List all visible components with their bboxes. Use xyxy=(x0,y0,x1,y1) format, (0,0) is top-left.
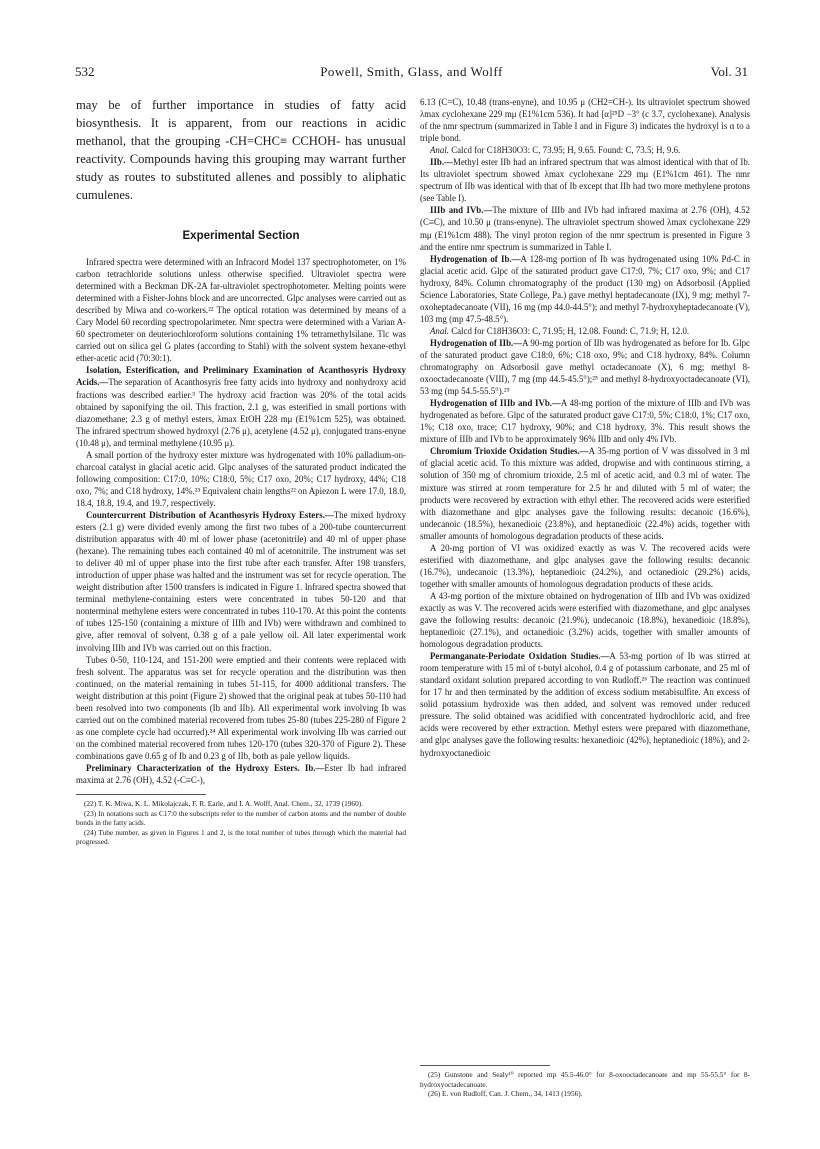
paragraph-text: A 53-mg portion of Ib was stirred at room temperature with 15 ml of t-butyl alcohol, 0.4 g of potassium carbonate, and 25 ml of standard oxidant solution prepared according to von Rudloff.²⁶ The reaction was continued for 17 hr and then terminated by the addition of excess sodium metabisulfite. An excess of solid potassium hydroxide was then added, and solvent was removed under reduced pressure. The solid obtained was acidified with concentrated hydrochloric acid, and free acids were recovered by ether extraction. Methyl esters were prepared with diazomethane, and glpc analyses gave the following results: hexanedioic (42%), heptanedioic (18%), and 2-hydroxyoctanedioic xyxy=(420,651,750,758)
intro-paragraph: may be of further importance in studies of fatty acid biosynthesis. It is apparent, from our reactions in acidic methanol, that the grouping -CH=CHC≡ CCHOH- has unusual reactivity. Compounds having this grouping may warrant further study as routes to substituted allenes and possibly to aliphatic cumulenes. xyxy=(76,98,406,202)
paragraph-heading: IIIb and IVb.— xyxy=(430,205,493,216)
footnote: (26) E. von Rudloff, Can. J. Chem., 34, 1413 (1956). xyxy=(428,1089,583,1099)
page-header xyxy=(75,64,748,84)
paragraph-text: A 90-mg portion of IIb was hydrogenated as before for Ib. Glpc of the saturated product gave C18:0, 6%; C18 oxo, 9%; and C18 hydroxy, 84%. Column chromatography on Adsorbosil gave methyl octadecanoate (X), 6 mg; methyl 8-oxooctadecanoate (VIII), 7 mg (mp 44.5-45.5°);²⁵ and methyl 8-hydroxyoctadecanoate (VI), 53 mg (mp 54.5-55.5°).²⁵ xyxy=(420,337,750,397)
paragraph-heading: Hydrogenation of Ib.— xyxy=(430,253,521,264)
paragraph-heading: Hydrogenation of IIIb and IVb.— xyxy=(430,398,561,409)
paragraph: 6.13 (C=C), 10.48 (trans-enyne), and 10.95 μ (CH2=CH-). Its ultraviolet spectrum showed λmax cyclohexane 229 mμ (E1%1cm 536). It had [α]²⁵D −3° (c 3.7, cyclohexane). Analysis of the nmr spectrum (summarized in Table I and in Figure 3) indicates the hydroxyl is α to a triple bond. xyxy=(420,97,750,144)
paragraph xyxy=(420,144,750,156)
paragraph-text: The mixture of IIIb and IVb had infrared maxima at 2.76 (OH), 4.52 (C≡C), and 10.50 μ (trans-enyne). The ultraviolet spectrum showed λmax cyclohexane 229 mμ (E1%1cm 488). The vinyl proton region of the nmr spectrum is presented in Figure 3 and the entire nmr spectrum is summarized in Table I. xyxy=(420,205,750,252)
paragraph: Infrared spectra were determined with an Infracord Model 137 spectrophotometer, on 1% carbon tetrachloride solutions unless otherwise specified. Ultraviolet spectra were determined with a Beckman DK-2A far-ultraviolet spectrophotometer. Melting points were determined with a Fisher-Johns block and are uncorrected. Glpc analyses were carried out as described by Miwa and co-workers.²² The optical rotation was determined by means of a Cary Model 60 recording spectropolarimeter. Nmr spectra were determined with a Varian A-60 spectrometer on deuteriochloroform solutions containing 1% tetramethylsilane. Tlc was carried out on silica gel G plates (according to Stahl) with the solvent system hexane-ethyl ether-acetic acid (70:30:1). xyxy=(76,257,406,364)
paragraph: A 43-mg portion of the mixture obtained on hydrogenation of IIIb and IVb was oxidized exactly as was V. The recovered acids were esterified with diazomethane, and glpc analyses gave the following results: decanoic (21.9%), undecanoic (18.8%), hexanedioic (18.8%), heptanedioic (27.1%), and octanedioic (3.2%) acids, together with smaller amounts of homologous degradation products. xyxy=(420,590,750,650)
paragraph-heading: Preliminary Characterization of the Hydroxy Esters. Ib.— xyxy=(86,762,325,773)
paragraph-text: Methyl ester IIb had an infrared spectrum that was almost identical with that of Ib. Its ultraviolet spectrum showed λmax cyclohexane 229 mμ (E1%1cm 461). The nmr spectrum of IIb was identical with that of Ib except that IIb had two more methylene protons (see Table I). xyxy=(420,157,750,204)
paragraph-text: The separation of Acanthosyris free fatty acids into hydroxy and nonhydroxy acid fractions was described earlier.³ The hydroxy acid fraction was 20% of the total acids obtained by saponifying the oil. This fraction, 2.1 g, was esterified in small portions with diazomethane; 2.3 g of methyl esters, λmax EtOH 228 mμ (E1%1cm 525), was obtained. The infrared spectrum showed hydroxyl (2.76 μ), acetylene (4.52 μ), conjugated trans-enyne (10.48 μ), and terminal methylene (10.95 μ). xyxy=(76,377,406,448)
volume-label: Vol. 31 xyxy=(710,64,748,79)
paragraph xyxy=(420,325,750,337)
right-column xyxy=(420,96,750,1101)
paragraph: Tubes 0-50, 110-124, and 151-200 were emptied and their contents were replaced with fresh solvent. The apparatus was set for recycle operation and the distribution was then continued, on the material remaining in tubes 51-115, for 4000 additional transfers. The weight distribution at this point (Figure 2) showed that the original peak at tubes 50-110 had been resolved into two components (Ib and IIb). All experimental work involving Ib was carried out on the combined material recovered from tubes 25-80 (tubes 225-280 of Figure 2 as one complete cycle had occurred).²⁴ All experimental work involving IIb was carried out on the combined material recovered from tubes 120-170 (tubes 320-370 of Figure 2). These combinations gave 0.65 g of Ib and 0.23 g of IIb, both as pale yellow liquids. xyxy=(76,654,406,761)
paragraph xyxy=(76,762,406,786)
right-footnotes xyxy=(420,1057,750,1099)
paragraph xyxy=(420,337,750,397)
running-head-authors: Powell, Smith, Glass, and Wolff xyxy=(320,64,503,79)
paragraph-heading: Hydrogenation of IIb.— xyxy=(430,337,523,348)
page-number: 532 xyxy=(75,64,95,79)
footnote-rule xyxy=(420,1065,550,1066)
paragraph xyxy=(420,156,750,204)
paragraph-heading: Countercurrent Distribution of Acanthosyris Hydroxy Esters.— xyxy=(86,509,334,520)
paragraph-heading: Chromium Trioxide Oxidation Studies.— xyxy=(430,446,589,457)
paragraph-heading: Anal. xyxy=(430,145,449,156)
paragraph xyxy=(420,445,750,541)
footnote-rule xyxy=(76,794,206,795)
paragraph xyxy=(76,364,406,448)
paragraph: A 20-mg portion of VI was oxidized exactly as was V. The recovered acids were esterified with diazomethane, and glpc analyses gave the following results: decanoic (16.7%), undecanoic (13.3%), heptanedioic (24.2%), and octanedioic (29.2%) acids, together with smaller amounts of homologous degradation products of these acids. xyxy=(420,542,750,589)
paragraph xyxy=(420,397,750,445)
paragraph-text: The mixed hydroxy esters (2.1 g) were divided evenly among the first two tubes of a 200-tube countercurrent distribution apparatus with 40 ml of lower phase (acetonitrile) and 40 ml of upper phase (hexane). The remaining tubes each contained 40 ml of acetonitrile. The instrument was set to deliver 40 ml of upper phase into the first tube after each transfer. After 198 transfers, introduction of upper phase was halted and the instrument was set for recycle operation. The weight distribution after 1500 transfers is indicated in Figure 1. Infrared spectra showed that terminal methylene-containing esters were concentrated in tubes 50-120 and that nonterminal methylene esters were concentrated in tubes 110-170. At this point the contents of tubes 125-150 (containing a mixture of IIIb and IVb) were withdrawn and combined to give, after removal of solvent, 0.38 g of a pale yellow oil. All later experimental work involving IIIb and IVb was carried out on this fraction. xyxy=(76,509,406,653)
paragraph: A small portion of the hydroxy ester mixture was hydrogenated with 10% palladium-on-charcoal catalyst in glacial acetic acid. Glpc analyses of the saturated product indicated the following composition: C17:0, 10%; C18:0, 5%; C17 oxo, 20%; C17 hydroxy, 44%; C18 oxo, 7%; and C18 hydroxy, 14%.²³ Equivalent chain lengths²² on Apiezon L were 17.0, 18.0, 18.4, 18.8, 19.4, and 19.7, respectively. xyxy=(76,449,406,508)
section-title: Experimental Section xyxy=(182,230,300,242)
footnote: (23) In notations such as C17:0 the subscripts refer to the number of carbon atoms and the number of double bonds in the fatty acids. xyxy=(76,808,406,828)
footnote: (25) Gunstone and Sealy¹⁰ reported mp 45.5-46.0° for 8-oxooctadecanoate and mp 55-55.5° for 8-hydroxyoctadecanoate. xyxy=(420,1070,750,1089)
paragraph-text: Calcd for C18H36O3: C, 71.95; H, 12.08. Found: C, 71.9; H, 12.0. xyxy=(451,325,690,336)
paragraph-heading: Permanganate-Periodate Oxidation Studies.— xyxy=(430,651,610,662)
paragraph-heading: Anal. xyxy=(430,325,449,336)
paragraph-text: A 35-mg portion of V was dissolved in 3 ml of glacial acetic acid. To this mixture was added, dropwise and with continuous stirring, a solution of 350 mg of chromium trioxide, 2.5 ml of acetic acid, and 0.3 ml of water. The mixture was stirred at room temperature for 2.5 hr and diluted with 5 ml of water; the products were recovered by extraction with ethyl ether. The recovered acids were esterified with diazomethane and glpc analyses gave the following results: decanoic (16.6%), undecanoic (18.5%), hexanedioic (23.8%), and heptanedioic (22.4%) acids, together with smaller amounts of homologous degradation products of these acids. xyxy=(420,446,750,541)
paragraph-text: A 48-mg portion of the mixture of IIIb and IVb was hydrogenated as before. Glpc of the saturated product gave C17:0, 5%; C18:0, 1%; C17 oxo, 1%; C18 oxo, trace; C17 hydroxy, 90%; and C18 hydroxy, 3%. This result shows the mixture of IIIb and IVb to be approximately 96% IIIb and only 4% IVb. xyxy=(420,398,750,445)
paragraph-heading: IIb.— xyxy=(430,157,453,168)
paragraph-text: Calcd for C18H30O3: C, 73.95; H, 9.65. Found: C, 73.5; H, 9.6. xyxy=(451,145,681,156)
paragraph xyxy=(420,204,750,252)
paragraph xyxy=(76,509,406,654)
paragraph xyxy=(420,650,750,758)
left-column xyxy=(76,96,406,1101)
paragraph-text: A 128-mg portion of Ib was hydrogenated using 10% Pd-C in glacial acetic acid. Glpc of the saturated product gave C17:0, 7%; C17 oxo, 9%; and C17 hydroxy, 84%. Column chromatography of the product (130 mg) on Adsorbosil (Applied Science Laboratories, State College, Pa.) gave methyl heptadecanoate (IX), 9 mg; methyl 7-oxoheptadecanoate (VII), 16 mg (mp 44.0-44.5°); and methyl 7-hydroxyheptadecanoate (V), 103 mg (mp 47.5-48.5°). xyxy=(420,253,750,324)
paragraph-text: Ester Ib had infrared maxima at 2.76 (OH), 4.52 (-C≡C-), xyxy=(76,762,406,786)
paragraph xyxy=(420,253,750,325)
paragraph-heading: Isolation, Esterification, and Preliminary Examination of Acanthosyris Hydroxy Acids.— xyxy=(76,365,406,388)
footnote: (22) T. K. Miwa, K. L. Mikolajczak, F. R. Earle, and I. A. Wolff, Anal. Chem., 32, 1739 (1960). xyxy=(84,799,363,809)
footnote: (24) Tube number, as given in Figures 1 and 2, is the total number of tubes through which the material had progressed. xyxy=(76,827,406,847)
